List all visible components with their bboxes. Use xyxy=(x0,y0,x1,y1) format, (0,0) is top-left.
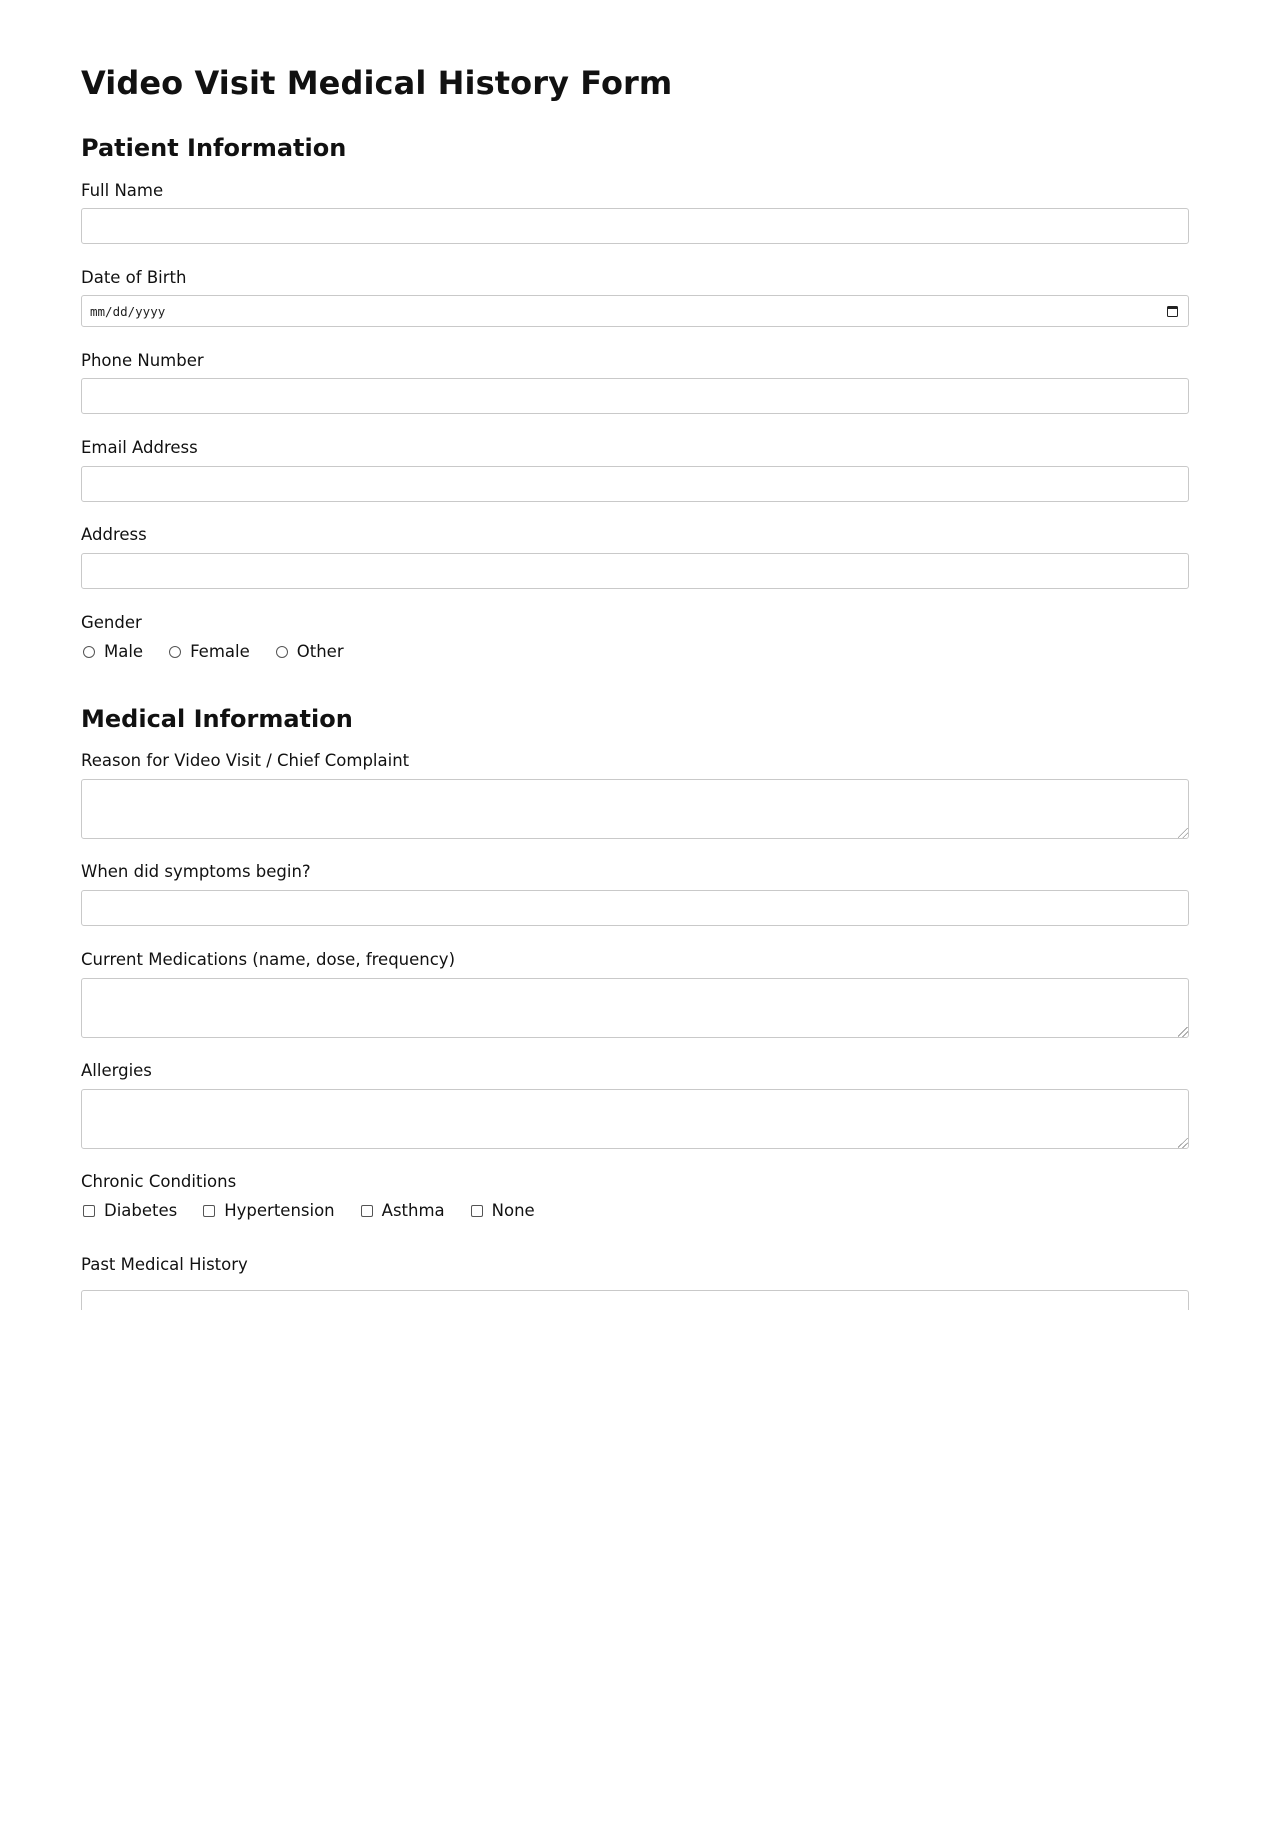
allergies-textarea[interactable] xyxy=(81,1089,1189,1149)
current-medications-textarea[interactable] xyxy=(81,978,1189,1038)
phone-number-input[interactable] xyxy=(81,378,1189,414)
page-title: Video Visit Medical History Form xyxy=(81,64,673,102)
chronic-option-diabetes[interactable] xyxy=(83,1200,177,1222)
chronic-option-asthma[interactable] xyxy=(361,1200,445,1222)
checkbox[interactable] xyxy=(361,1205,373,1217)
chronic-option-hypertension[interactable] xyxy=(203,1200,334,1222)
reason-for-visit-label: Reason for Video Visit / Chief Complaint xyxy=(81,751,410,770)
gender-option-label: Male xyxy=(104,642,144,661)
checkbox[interactable] xyxy=(203,1205,215,1217)
chronic-option-label: None xyxy=(491,1201,535,1220)
email-address-input[interactable] xyxy=(81,466,1189,502)
medical-information-heading: Medical Information xyxy=(81,705,353,733)
chronic-option-label: Diabetes xyxy=(104,1201,178,1220)
allergies-label: Allergies xyxy=(81,1061,152,1080)
patient-information-heading: Patient Information xyxy=(81,134,347,162)
date-of-birth-label: Date of Birth xyxy=(81,268,187,287)
gender-option-male[interactable] xyxy=(83,641,143,663)
chronic-conditions-options xyxy=(83,1200,561,1222)
symptoms-began-label: When did symptoms begin? xyxy=(81,862,311,881)
gender-option-other[interactable] xyxy=(276,641,344,663)
gender-options xyxy=(83,641,370,663)
past-medical-history-label: Past Medical History xyxy=(81,1255,248,1274)
address-input[interactable] xyxy=(81,553,1189,589)
calendar-icon[interactable] xyxy=(1167,306,1178,317)
current-medications-label: Current Medications (name, dose, frequency) xyxy=(81,950,456,969)
chronic-option-none[interactable] xyxy=(471,1200,535,1222)
medical-history-form xyxy=(81,0,1189,1310)
full-name-input[interactable] xyxy=(81,208,1189,244)
full-name-label: Full Name xyxy=(81,181,164,200)
past-medical-history-textarea[interactable] xyxy=(81,1290,1189,1310)
date-of-birth-input[interactable] xyxy=(81,295,1189,327)
radio-button[interactable] xyxy=(169,646,181,658)
gender-option-label: Female xyxy=(190,642,250,661)
email-address-label: Email Address xyxy=(81,438,198,457)
checkbox[interactable] xyxy=(83,1205,95,1217)
radio-button[interactable] xyxy=(276,646,288,658)
chronic-conditions-label: Chronic Conditions xyxy=(81,1172,237,1191)
radio-button[interactable] xyxy=(83,646,95,658)
chronic-option-label: Asthma xyxy=(381,1201,445,1220)
chronic-option-label: Hypertension xyxy=(224,1201,335,1220)
reason-for-visit-textarea[interactable] xyxy=(81,779,1189,839)
date-placeholder: mm/dd/yyyy xyxy=(90,303,166,319)
gender-label: Gender xyxy=(81,613,142,632)
gender-option-female[interactable] xyxy=(169,641,250,663)
phone-number-label: Phone Number xyxy=(81,351,204,370)
gender-option-label: Other xyxy=(296,642,344,661)
address-label: Address xyxy=(81,525,147,544)
checkbox[interactable] xyxy=(471,1205,483,1217)
symptoms-began-input[interactable] xyxy=(81,890,1189,926)
